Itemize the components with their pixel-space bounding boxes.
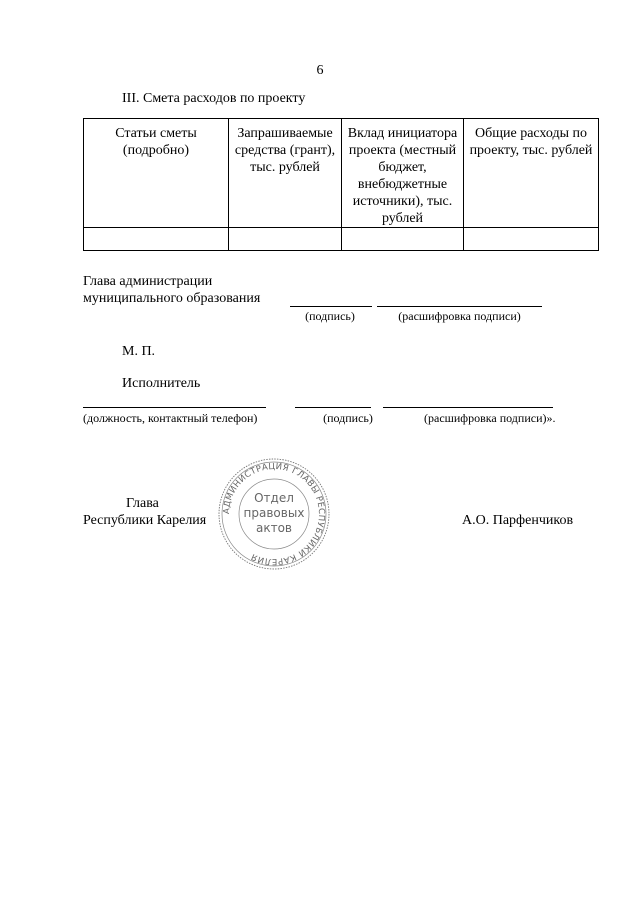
executor-position-line: [83, 407, 266, 408]
executor-decoding-caption: (расшифровка подписи)».: [424, 411, 556, 425]
executor-position-caption: (должность, контактный телефон): [83, 411, 258, 425]
section-title: III. Смета расходов по проекту: [122, 91, 306, 106]
head-admin-signature-caption: (подпись): [305, 309, 355, 323]
header-total: Общие расходы по проекту, тыс. рублей: [464, 119, 599, 228]
signatory-title-line2: Республики Карелия: [83, 513, 207, 528]
stamp: [216, 456, 332, 572]
executor-signature-caption: (подпись): [323, 411, 373, 425]
mp-label: М. П.: [122, 344, 156, 359]
page-number: 6: [316, 63, 324, 78]
table-header-row: [84, 119, 599, 228]
table-cell[interactable]: [229, 228, 342, 251]
stamp-center-line2: правовых: [243, 506, 305, 520]
estimate-table: [83, 118, 599, 251]
header-items: Статьи сметы (подробно): [84, 119, 229, 228]
table-cell[interactable]: [84, 228, 229, 251]
executor-signature-line: [295, 407, 371, 408]
head-admin-signature-line: [290, 306, 372, 307]
stamp-center-line1: Отдел: [254, 491, 294, 505]
stamp-center-line3: актов: [255, 521, 293, 535]
table-cell[interactable]: [464, 228, 599, 251]
head-admin-decoding-caption: (расшифровка подписи): [398, 309, 521, 323]
head-admin-title-line1: Глава администрации: [83, 274, 213, 289]
signatory-title-line1: Глава: [126, 496, 159, 511]
header-contribution: Вклад инициатора проекта (местный бюджет, внебюджетные источники), тыс. рублей: [342, 119, 464, 228]
executor-decoding-line: [383, 407, 553, 408]
head-admin-title-line2: муниципального образования: [83, 291, 261, 306]
executor-label: Исполнитель: [122, 376, 201, 391]
table-row: [84, 228, 599, 251]
header-requested: Запрашиваемые средства (грант), тыс. рублей: [229, 119, 342, 228]
signatory-name: А.О. Парфенчиков: [462, 513, 574, 528]
head-admin-decoding-line: [377, 306, 542, 307]
table-cell[interactable]: [342, 228, 464, 251]
stamp-ring-text: АДМИНИСТРАЦИЯ ГЛАВЫ РЕСПУБЛИКИ КАРЕЛИЯ: [221, 461, 327, 567]
